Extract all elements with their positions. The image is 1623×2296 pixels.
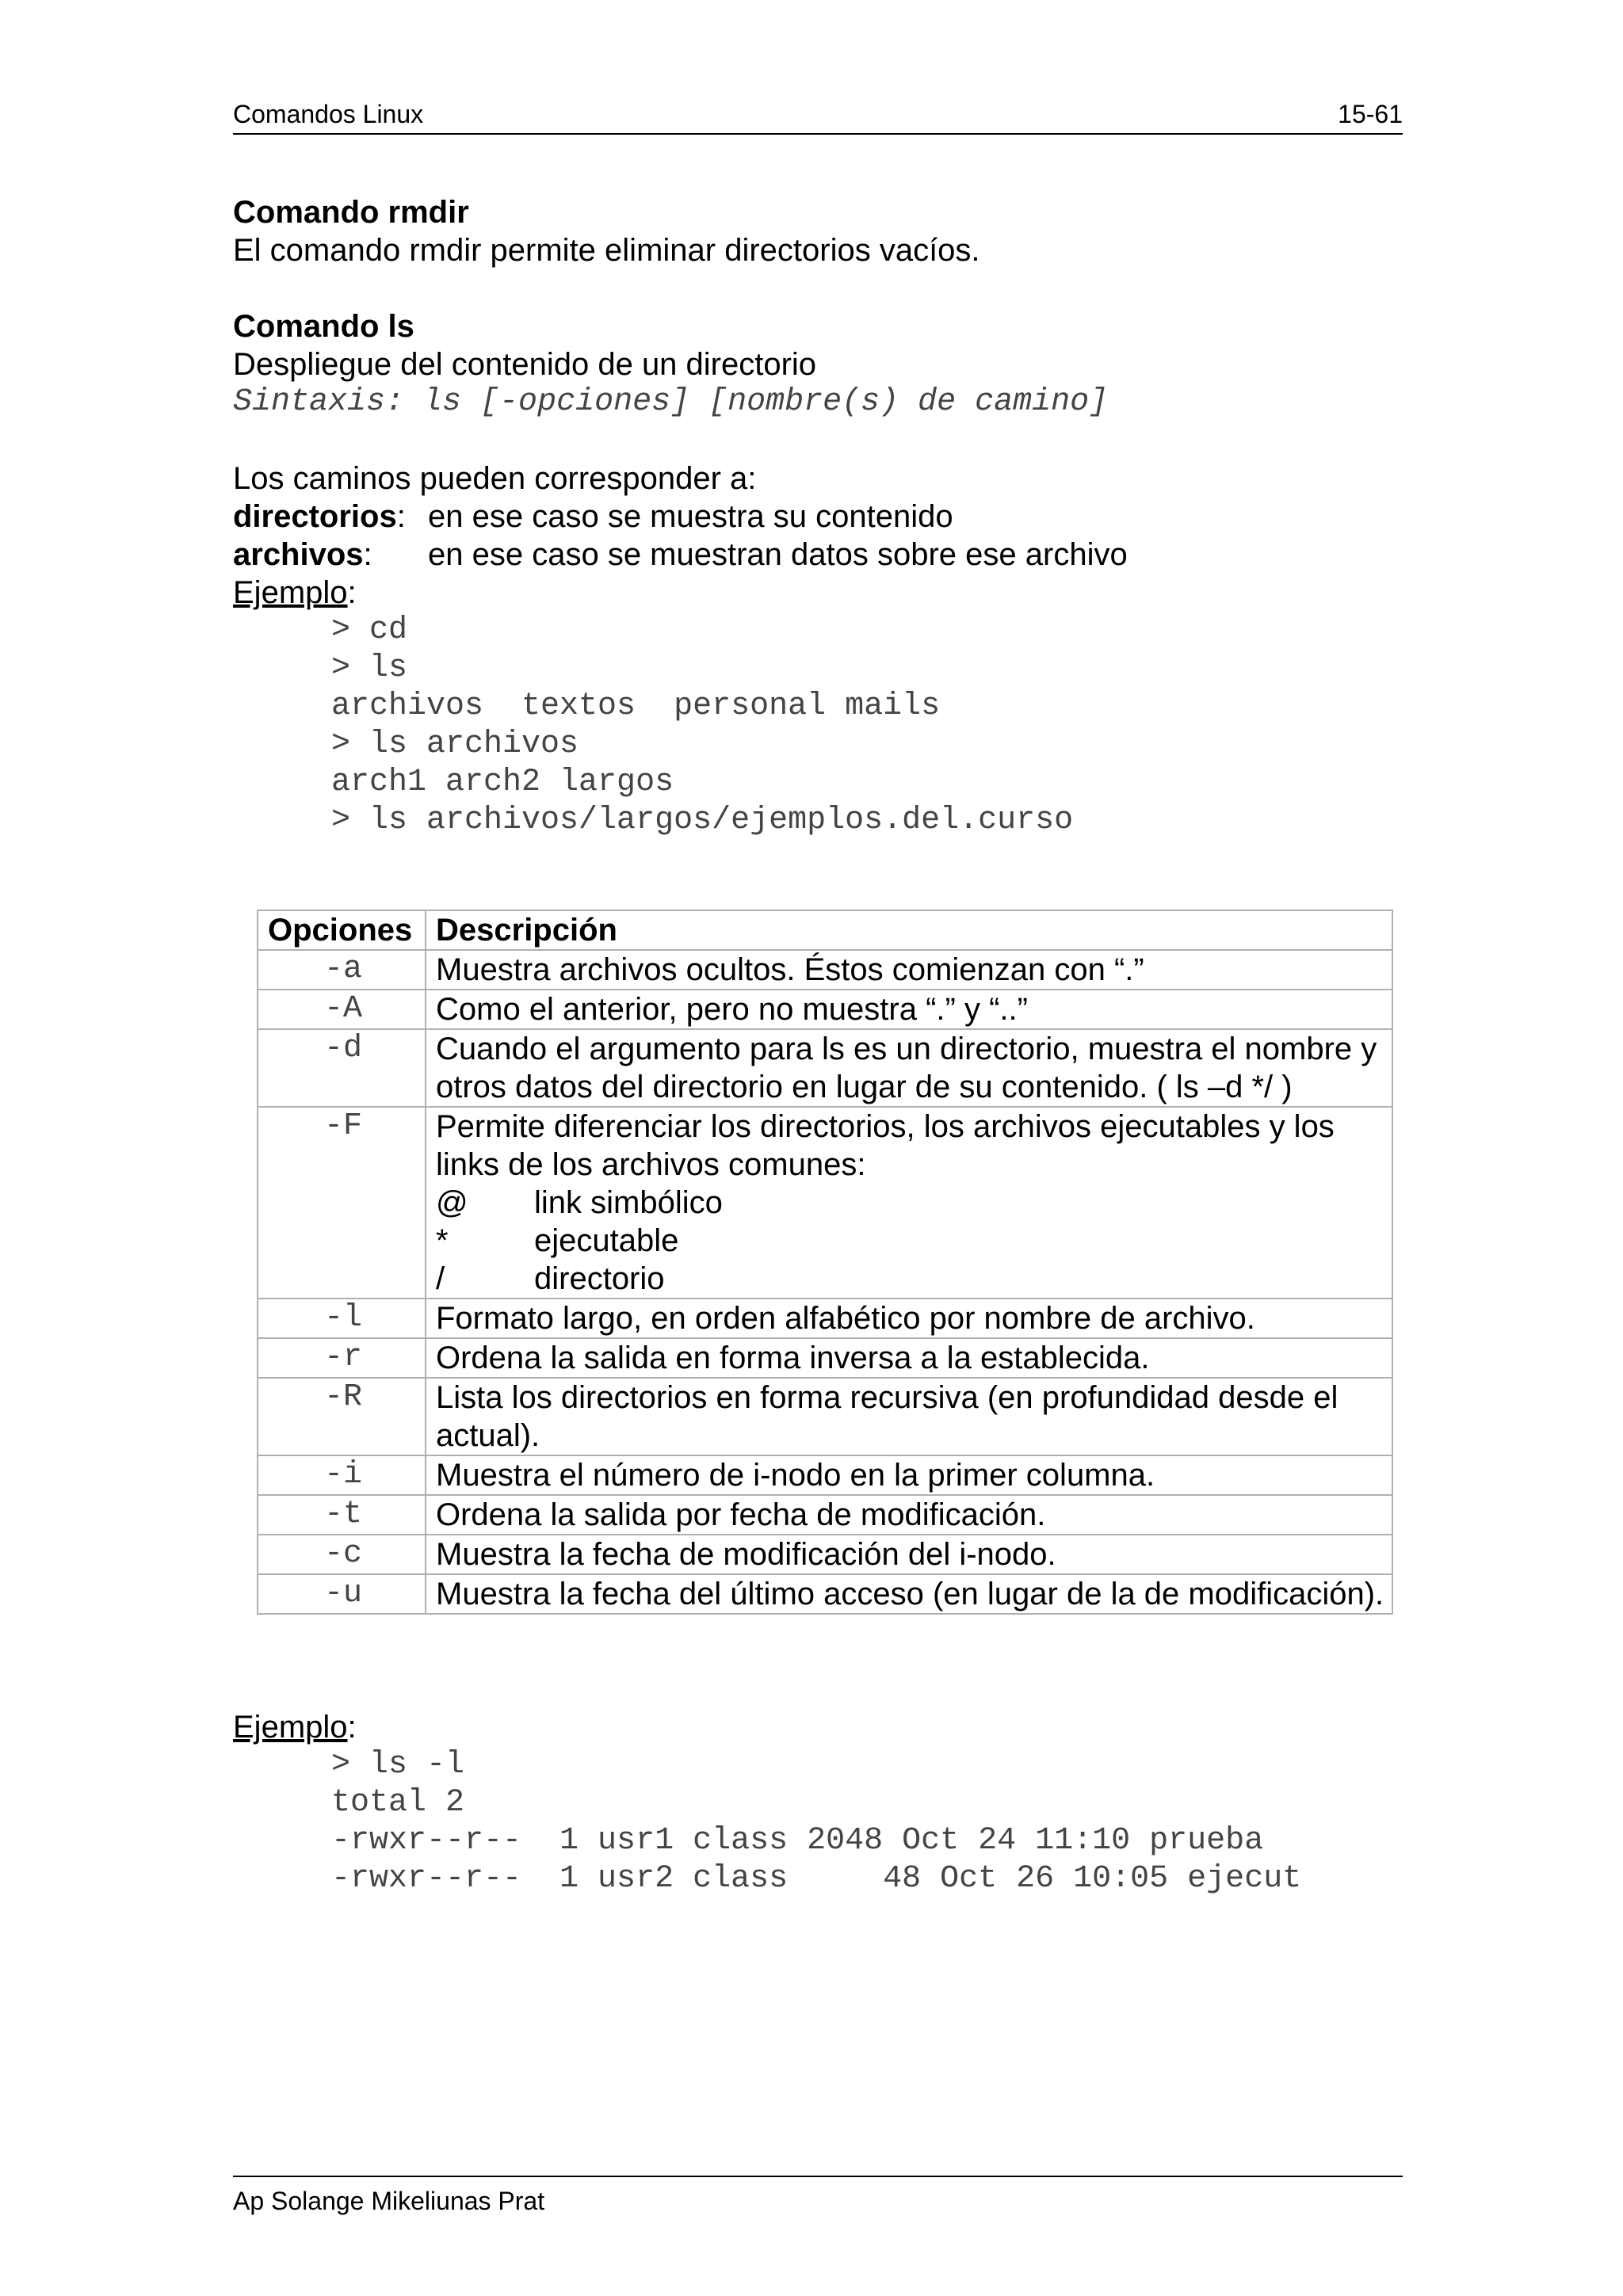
file-line: archivos: en ese caso se muestran datos sobre ese archivo (233, 537, 1128, 572)
options-column-header: Opciones (258, 910, 426, 950)
option-flag: -a (258, 950, 426, 990)
second-example (233, 1708, 1403, 1898)
option-flag: -A (258, 990, 426, 1029)
example-label: Ejemplo (233, 575, 348, 610)
option-flag: -c (258, 1535, 426, 1574)
example-line: -rwxr--r-- 1 usr1 class 2048 Oct 24 11:10 prueba (331, 1823, 1264, 1859)
dir-text: en ese caso se muestra su contenido (428, 499, 953, 534)
file-text: en ese caso se muestran datos sobre ese archivo (428, 537, 1128, 572)
option-flag: -d (258, 1029, 426, 1107)
symbol: * (436, 1223, 449, 1258)
symbol-meaning: directorio (534, 1261, 665, 1296)
example-line: archivos textos personal mails (331, 688, 941, 724)
dir-label: directorios (233, 499, 397, 534)
table-row (258, 1107, 1392, 1299)
symbol-row (436, 1184, 1385, 1222)
example-line: -rwxr--r-- 1 usr2 class 48 Oct 26 10:05 ejecut (331, 1861, 1302, 1897)
ls-syntax: Sintaxis: ls [-opciones] [nombre(s) de camino] (233, 384, 1109, 420)
option-description: Muestra la fecha del último acceso (en lugar de la de modificación). (426, 1574, 1392, 1614)
option-description: Permite diferenciar los directorios, los archivos ejecutables y los links de los archivos comunes: (436, 1109, 1335, 1182)
table-header-row (258, 910, 1392, 950)
page-header (233, 93, 1403, 135)
option-description: Cuando el argumento para ls es un directorio, muestra el nombre y otros datos del directorio en lugar de su contenido. ( ls –d */ ) (426, 1029, 1392, 1107)
page-footer (233, 2176, 1403, 2216)
option-flag: -i (258, 1455, 426, 1495)
symbol: / (436, 1261, 445, 1296)
table-row (258, 1378, 1392, 1455)
symbol: @ (436, 1185, 468, 1220)
table-row (258, 1455, 1392, 1495)
options-table (257, 910, 1393, 1615)
example-line: total 2 (331, 1785, 465, 1821)
option-description: Muestra el número de i-nodo en la primer columna. (426, 1455, 1392, 1495)
ls-description: Despliegue del contenido de un directorio (233, 347, 817, 382)
example-line: > ls archivos (331, 727, 579, 762)
table-row (258, 1338, 1392, 1378)
example-line: > ls -l (331, 1747, 465, 1783)
table-row (258, 950, 1392, 990)
example-line: > ls (331, 650, 408, 686)
option-flag: -t (258, 1495, 426, 1535)
ls-heading: Comando ls (233, 309, 414, 344)
example-label: Ejemplo (233, 1710, 348, 1745)
example-heading: Ejemplo: (233, 575, 357, 610)
option-flag: -F (258, 1107, 426, 1299)
example-line: arch1 arch2 largos (331, 765, 674, 800)
option-description: Muestra la fecha de modificación del i-nodo. (426, 1535, 1392, 1574)
option-flag: -r (258, 1338, 426, 1378)
symbol-meaning: ejecutable (534, 1223, 679, 1258)
option-flag: -u (258, 1574, 426, 1614)
option-description: Formato largo, en orden alfabético por nombre de archivo. (426, 1299, 1392, 1338)
main-content (233, 193, 1403, 840)
option-description-cell (426, 1107, 1392, 1299)
example-line: > cd (331, 612, 408, 648)
symbol-meaning: link simbólico (534, 1185, 723, 1220)
option-description: Ordena la salida por fecha de modificación. (426, 1495, 1392, 1535)
table-row (258, 1029, 1392, 1107)
table-row (258, 1495, 1392, 1535)
rmdir-description: El comando rmdir permite eliminar directorios vacíos. (233, 233, 980, 268)
dir-line: directorios: en ese caso se muestra su contenido (233, 499, 953, 534)
footer-author: Ap Solange Mikeliunas Prat (233, 2187, 545, 2215)
option-flag: -R (258, 1378, 426, 1455)
header-title: Comandos Linux (233, 100, 424, 128)
table-row (258, 1535, 1392, 1574)
paths-intro: Los caminos pueden corresponder a: (233, 461, 757, 496)
rmdir-heading: Comando rmdir (233, 195, 469, 230)
table-row (258, 1299, 1392, 1338)
description-column-header: Descripción (426, 910, 1392, 950)
table-row (258, 990, 1392, 1029)
option-description: Ordena la salida en forma inversa a la establecida. (426, 1338, 1392, 1378)
example-line: > ls archivos/largos/ejemplos.del.curso (331, 803, 1074, 838)
page-number: 15-61 (1338, 100, 1403, 128)
file-label: archivos (233, 537, 364, 572)
symbol-row (436, 1222, 1385, 1260)
symbol-row (436, 1260, 1385, 1298)
table-row (258, 1574, 1392, 1614)
example-heading: Ejemplo: (233, 1710, 357, 1745)
option-description: Como el anterior, pero no muestra “.” y “..” (426, 990, 1392, 1029)
option-flag: -l (258, 1299, 426, 1338)
option-description: Muestra archivos ocultos. Éstos comienzan con “.” (426, 950, 1392, 990)
option-description: Lista los directorios en forma recursiva (en profundidad desde el actual). (426, 1378, 1392, 1455)
